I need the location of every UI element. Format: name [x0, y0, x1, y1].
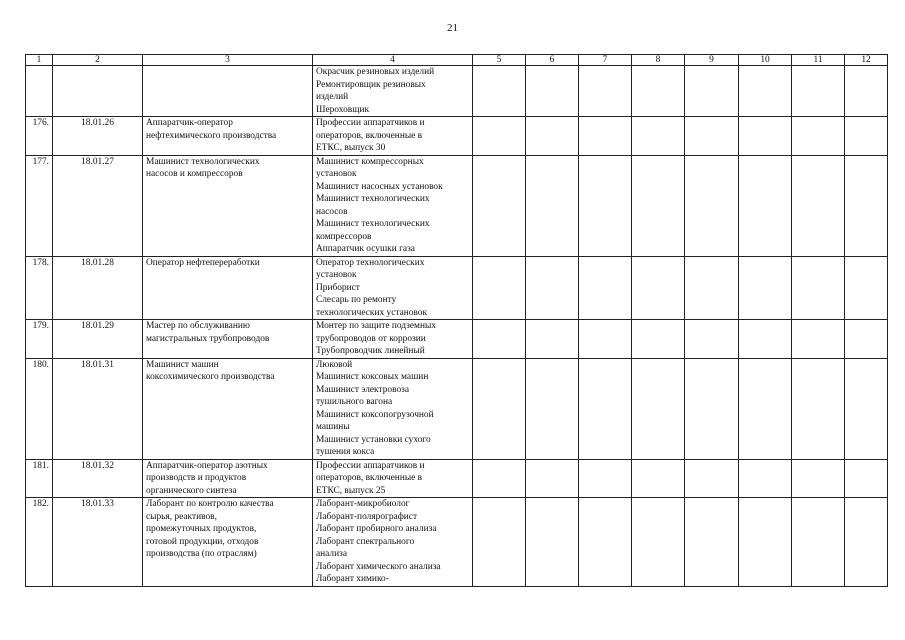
empty-cell-col-7: [579, 320, 632, 359]
profession-code-cell: 18.01.32: [53, 459, 143, 498]
profession-code-cell: 18.01.27: [53, 155, 143, 256]
empty-cell-col-6: [526, 117, 579, 156]
profession-code-cell: [53, 66, 143, 117]
related-profession-line: Машинист электровоза: [316, 384, 409, 395]
related-profession-line: изделий: [316, 92, 349, 102]
related-profession-line: Окрасчик резиновых изделий: [316, 67, 435, 77]
profession-title-line: органического синтеза: [146, 485, 237, 496]
related-profession-line: ЕТКС, выпуск 30: [316, 143, 386, 153]
empty-cell-col-9: [685, 117, 739, 156]
column-header: 6: [526, 55, 579, 66]
column-header: 4: [313, 55, 473, 66]
empty-cell-col-8: [632, 459, 685, 498]
related-profession-line: Трубопроводчик линейный: [316, 346, 425, 356]
empty-cell-col-8: [632, 256, 685, 320]
table-row: [26, 66, 888, 117]
related-professions-cell: [313, 117, 473, 156]
profession-title-line: сырья, реактивов,: [146, 511, 217, 522]
column-header: 3: [143, 55, 313, 66]
profession-title-line: Мастер по обслуживанию: [146, 321, 250, 331]
table-row: [26, 459, 888, 498]
related-profession-line: Машинист насосных установок: [316, 181, 443, 192]
table-header: [26, 55, 888, 66]
empty-cell-col-12: [845, 155, 888, 256]
empty-cell-col-12: [845, 117, 888, 156]
page-number: 21: [447, 22, 458, 34]
row-number-cell: 177.: [26, 155, 53, 256]
related-profession-line: машины: [316, 422, 350, 432]
related-profession-line: Оператор технологических: [316, 257, 425, 268]
empty-cell-col-6: [526, 358, 579, 459]
empty-cell-col-11: [792, 155, 845, 256]
empty-cell-col-7: [579, 66, 632, 117]
related-profession-line: Аппаратчик осушки газа: [316, 244, 415, 254]
column-header: 5: [473, 55, 526, 66]
profession-title-line: насосов и компрессоров: [146, 169, 243, 179]
table-row: [26, 256, 888, 320]
related-profession-line: тушильного вагона: [316, 397, 393, 407]
empty-cell-col-9: [685, 320, 739, 359]
empty-cell-col-11: [792, 117, 845, 156]
profession-title-cell: [143, 358, 313, 459]
empty-cell-col-7: [579, 155, 632, 256]
related-profession-line: Шероховщик: [316, 104, 369, 115]
related-professions-cell: [313, 498, 473, 587]
table-row: [26, 358, 888, 459]
empty-cell-col-9: [685, 66, 739, 117]
empty-cell-col-8: [632, 66, 685, 117]
empty-cell-col-6: [526, 256, 579, 320]
empty-cell-col-6: [526, 459, 579, 498]
related-profession-line: насосов: [316, 206, 348, 217]
profession-title-line: готовой продукции, отходов: [146, 536, 259, 547]
column-header: 9: [685, 55, 739, 66]
empty-cell-col-10: [739, 498, 792, 587]
related-professions-cell: [313, 459, 473, 498]
profession-code-cell: 18.01.31: [53, 358, 143, 459]
profession-code-cell: 18.01.28: [53, 256, 143, 320]
profession-title-line: Аппаратчик-оператор: [146, 118, 233, 128]
empty-cell-col-11: [792, 66, 845, 117]
related-profession-line: Машинист коксовых машин: [316, 372, 429, 382]
empty-cell-col-5: [473, 256, 526, 320]
column-header: 10: [739, 55, 792, 66]
column-header: 2: [53, 55, 143, 66]
profession-title-line: Машинист технологических: [146, 156, 260, 167]
table-row: [26, 117, 888, 156]
empty-cell-col-10: [739, 256, 792, 320]
related-profession-line: Машинист установки сухого: [316, 434, 431, 445]
profession-title-line: коксохимического производства: [146, 372, 275, 382]
empty-cell-col-8: [632, 155, 685, 256]
empty-cell-col-5: [473, 320, 526, 359]
row-number-cell: 182.: [26, 498, 53, 587]
empty-cell-col-12: [845, 358, 888, 459]
empty-cell-col-10: [739, 155, 792, 256]
related-profession-line: Слесарь по ремонту: [316, 295, 397, 305]
related-profession-line: трубопроводов от коррозии: [316, 333, 426, 344]
profession-title-line: Лаборант по контролю качества: [146, 499, 274, 509]
table-body: [26, 66, 888, 587]
empty-cell-col-8: [632, 117, 685, 156]
empty-cell-col-5: [473, 358, 526, 459]
related-profession-line: Профессии аппаратчиков и: [316, 460, 425, 471]
related-profession-line: Машинист коксопогрузочной: [316, 409, 434, 420]
empty-cell-col-12: [845, 66, 888, 117]
empty-cell-col-6: [526, 320, 579, 359]
related-profession-line: Машинист компрессорных: [316, 156, 424, 167]
related-profession-line: компрессоров: [316, 231, 372, 242]
column-header: 12: [845, 55, 888, 66]
related-profession-line: анализа: [316, 549, 347, 559]
empty-cell-col-7: [579, 256, 632, 320]
empty-cell-col-6: [526, 66, 579, 117]
empty-cell-col-12: [845, 320, 888, 359]
profession-title-line: производства (по отраслям): [146, 549, 257, 559]
profession-title-cell: [143, 256, 313, 320]
empty-cell-col-9: [685, 155, 739, 256]
row-number-cell: 179.: [26, 320, 53, 359]
related-profession-line: установок: [316, 169, 357, 179]
profession-title-line: магистральных трубопроводов: [146, 333, 270, 344]
related-profession-line: тушения кокса: [316, 447, 375, 457]
empty-cell-col-5: [473, 117, 526, 156]
related-profession-line: Ремонтировщик резиновых: [316, 79, 426, 90]
related-profession-line: Профессии аппаратчиков и: [316, 118, 425, 128]
profession-title-line: Аппаратчик-оператор азотных: [146, 460, 268, 471]
empty-cell-col-9: [685, 256, 739, 320]
related-professions-cell: [313, 155, 473, 256]
related-profession-line: технологических установок: [316, 307, 428, 318]
row-number-cell: 176.: [26, 117, 53, 156]
related-profession-line: Приборист: [316, 282, 360, 293]
table-row: [26, 155, 888, 256]
row-number-cell: 178.: [26, 256, 53, 320]
empty-cell-col-10: [739, 358, 792, 459]
profession-title-line: нефтехимического производства: [146, 130, 277, 141]
profession-code-cell: 18.01.29: [53, 320, 143, 359]
related-professions-cell: [313, 66, 473, 117]
empty-cell-col-10: [739, 320, 792, 359]
related-profession-line: Лаборант спектрального: [316, 536, 415, 547]
profession-title-line: Машинист машин: [146, 359, 219, 370]
related-profession-line: Лаборант-микробиолог: [316, 499, 410, 509]
profession-title-cell: [143, 66, 313, 117]
related-profession-line: установок: [316, 270, 357, 280]
related-profession-line: Машинист технологических: [316, 219, 430, 229]
empty-cell-col-5: [473, 66, 526, 117]
empty-cell-col-5: [473, 459, 526, 498]
profession-title-line: Оператор нефтепереработки: [146, 257, 260, 268]
related-profession-line: Монтер по защите подземных: [316, 321, 436, 331]
empty-cell-col-9: [685, 459, 739, 498]
empty-cell-col-8: [632, 358, 685, 459]
profession-code-cell: 18.01.26: [53, 117, 143, 156]
empty-cell-col-8: [632, 498, 685, 587]
header-row: [26, 55, 888, 66]
related-professions-cell: [313, 358, 473, 459]
related-profession-line: Лаборант химико-: [316, 574, 389, 584]
related-professions-cell: [313, 256, 473, 320]
empty-cell-col-12: [845, 498, 888, 587]
empty-cell-col-9: [685, 498, 739, 587]
profession-title-cell: [143, 498, 313, 587]
professions-table: [25, 54, 888, 587]
empty-cell-col-12: [845, 459, 888, 498]
empty-cell-col-11: [792, 498, 845, 587]
profession-title-cell: [143, 320, 313, 359]
empty-cell-col-6: [526, 155, 579, 256]
empty-cell-col-12: [845, 256, 888, 320]
empty-cell-col-11: [792, 358, 845, 459]
profession-title-cell: [143, 117, 313, 156]
table-row: [26, 498, 888, 587]
related-professions-cell: [313, 320, 473, 359]
profession-title-cell: [143, 459, 313, 498]
related-profession-line: Лаборант-полярографист: [316, 511, 418, 522]
profession-title-line: промежуточных продуктов,: [146, 524, 257, 534]
empty-cell-col-9: [685, 358, 739, 459]
column-header: 1: [26, 55, 53, 66]
column-header: 7: [579, 55, 632, 66]
empty-cell-col-5: [473, 498, 526, 587]
profession-code-cell: 18.01.33: [53, 498, 143, 587]
related-profession-line: операторов, включенные в: [316, 473, 423, 483]
empty-cell-col-7: [579, 358, 632, 459]
row-number-cell: [26, 66, 53, 117]
related-profession-line: ЕТКС, выпуск 25: [316, 485, 386, 496]
row-number-cell: 180.: [26, 358, 53, 459]
empty-cell-col-5: [473, 155, 526, 256]
related-profession-line: Лаборант химического анализа: [316, 561, 441, 572]
empty-cell-col-7: [579, 498, 632, 587]
empty-cell-col-8: [632, 320, 685, 359]
related-profession-line: Лаборант пробирного анализа: [316, 524, 437, 534]
empty-cell-col-10: [739, 66, 792, 117]
profession-title-cell: [143, 155, 313, 256]
empty-cell-col-11: [792, 256, 845, 320]
related-profession-line: Люковой: [316, 359, 353, 370]
table-row: [26, 320, 888, 359]
empty-cell-col-11: [792, 459, 845, 498]
column-header: 11: [792, 55, 845, 66]
column-header: 8: [632, 55, 685, 66]
profession-title-line: производств и продуктов: [146, 473, 247, 483]
related-profession-line: операторов, включенные в: [316, 130, 423, 141]
empty-cell-col-6: [526, 498, 579, 587]
empty-cell-col-11: [792, 320, 845, 359]
empty-cell-col-10: [739, 117, 792, 156]
related-profession-line: Машинист технологических: [316, 194, 430, 204]
empty-cell-col-7: [579, 117, 632, 156]
empty-cell-col-7: [579, 459, 632, 498]
empty-cell-col-10: [739, 459, 792, 498]
row-number-cell: 181.: [26, 459, 53, 498]
